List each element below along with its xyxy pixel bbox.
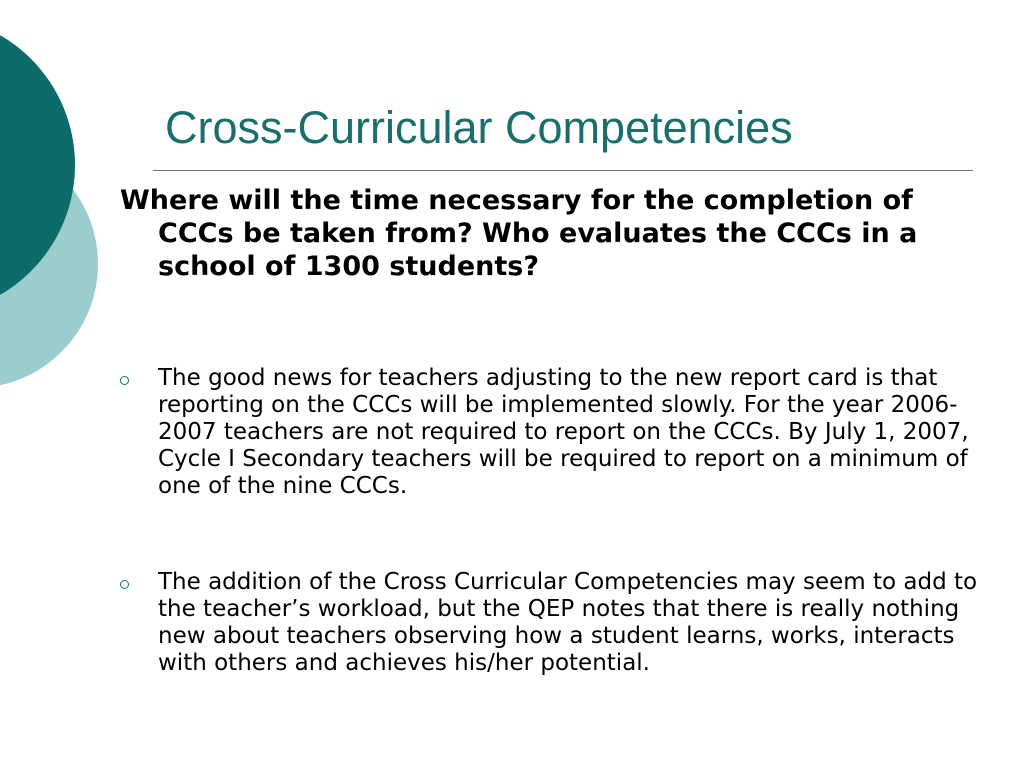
bullet-text-1: The good news for teachers adjusting to the new report card is that reporting on the CCCs will be implemented slowly. For the year 2006-2007 teachers are not required to report on the CCCs. By July 1, 2007, Cycle I Secondary teachers will be required to report on a minimum of one of the nine CCCs. [158,365,969,499]
hollow-circle-bullet-icon [120,580,129,589]
bullet-item-1 [120,365,980,500]
bullet-item-2 [120,569,980,677]
slide-title: Cross-Curricular Competencies [165,102,793,153]
hollow-circle-bullet-icon [120,376,129,385]
bullet-text-2: The addition of the Cross Curricular Competencies may seem to add to the teacher’s workload, but the QEP notes that there is really nothing new about teachers observing how a student learns, works, interacts with others and achieves his/her potential. [158,569,978,676]
title-divider [153,170,973,171]
slide-question: Where will the time necessary for the completion of CCCs be taken from? Who evaluates the CCCs in a school of 1300 students? [120,185,918,282]
